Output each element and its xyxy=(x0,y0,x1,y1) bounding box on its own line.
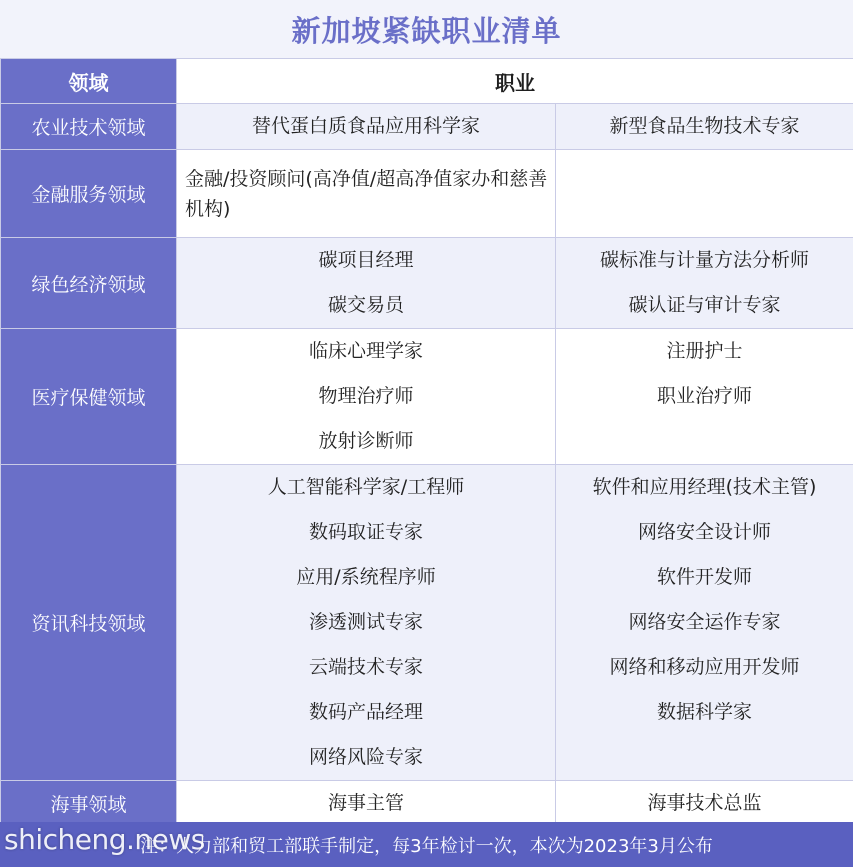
watermark: shicheng.news xyxy=(4,823,205,856)
table-row xyxy=(1,150,853,238)
domain-cell: 海事领域 xyxy=(1,781,177,827)
table-row xyxy=(1,465,853,781)
job-item: 新型食品生物技术专家 xyxy=(609,115,800,137)
occupation-table xyxy=(0,58,853,827)
table-row xyxy=(1,329,853,465)
job-item: 数据科学家 xyxy=(656,701,752,723)
job-item: 物理治疗师 xyxy=(318,385,414,407)
empty-cell xyxy=(556,150,853,238)
table-row xyxy=(1,781,853,827)
job-item: 数码取证专家 xyxy=(308,521,423,543)
header-jobs: 职业 xyxy=(177,59,853,104)
page-title: 新加坡紧缺职业清单 xyxy=(291,13,562,48)
domain-cell: 资讯科技领域 xyxy=(1,465,177,781)
job-item: 临床心理学家 xyxy=(308,340,423,362)
job-item: 软件和应用经理(技术主管) xyxy=(592,476,817,498)
job-item: 人工智能科学家/工程师 xyxy=(267,476,465,498)
job-item: 渗透测试专家 xyxy=(308,611,423,633)
job-item: 应用/系统程序师 xyxy=(296,566,436,588)
job-item: 替代蛋白质食品应用科学家 xyxy=(251,115,480,137)
job-item: 网络安全设计师 xyxy=(637,521,771,543)
job-item: 碳交易员 xyxy=(327,294,404,316)
domain-cell: 农业技术领域 xyxy=(1,104,177,150)
table-header-row xyxy=(1,59,853,104)
job-item: 职业治疗师 xyxy=(656,385,752,407)
job-item: 云端技术专家 xyxy=(308,656,423,678)
job-item: 金融/投资顾问(高净值/超高净值家办和慈善机构) xyxy=(185,167,548,220)
domain-cell: 医疗保健领域 xyxy=(1,329,177,465)
table-row xyxy=(1,104,853,150)
domain-cell: 金融服务领域 xyxy=(1,150,177,238)
job-item: 网络安全运作专家 xyxy=(628,611,781,633)
job-item: 网络风险专家 xyxy=(308,746,423,768)
job-item: 数码产品经理 xyxy=(308,701,423,723)
job-item: 网络和移动应用开发师 xyxy=(609,656,800,678)
job-item: 放射诊断师 xyxy=(318,430,414,452)
job-item: 注册护士 xyxy=(666,340,743,362)
table-row xyxy=(1,238,853,329)
job-item: 软件开发师 xyxy=(656,566,752,588)
job-item: 海事技术总监 xyxy=(647,792,762,814)
title-bar xyxy=(0,0,853,59)
domain-cell: 绿色经济领域 xyxy=(1,238,177,329)
footer-note: 注：人力部和贸工部联手制定，每3年检讨一次，本次为2023年3月公布 xyxy=(140,835,713,857)
job-item: 碳认证与审计专家 xyxy=(628,294,781,316)
job-item: 碳标准与计量方法分析师 xyxy=(599,249,809,271)
job-item: 碳项目经理 xyxy=(318,249,414,271)
job-item: 海事主管 xyxy=(327,792,404,814)
header-domain: 领域 xyxy=(1,59,177,104)
